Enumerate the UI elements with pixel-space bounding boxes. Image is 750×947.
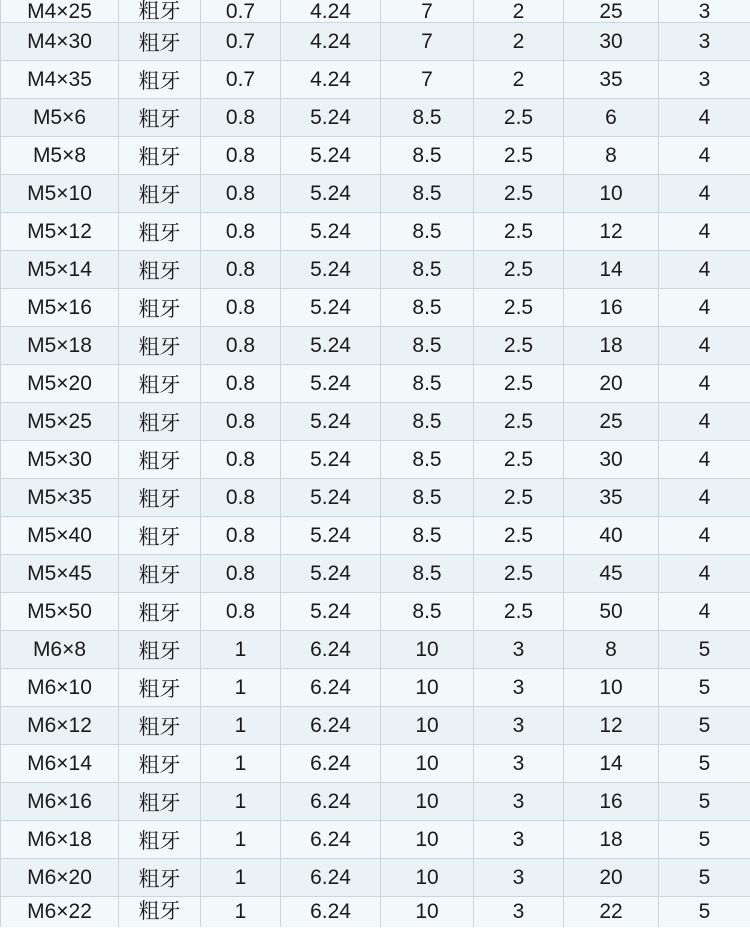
cell-pitch: 0.8 <box>201 99 281 137</box>
cell-dia: 5.24 <box>281 137 381 175</box>
table-row <box>1 859 750 897</box>
cell-dia: 5.24 <box>281 555 381 593</box>
cell-thread: 粗牙 <box>119 403 201 441</box>
table-row <box>1 631 750 669</box>
cell-size: M5×45 <box>1 555 119 593</box>
cell-length: 14 <box>564 251 659 289</box>
cell-pitch: 0.8 <box>201 441 281 479</box>
cell-head: 10 <box>381 897 474 928</box>
cell-size: M5×10 <box>1 175 119 213</box>
table-row <box>1 669 750 707</box>
cell-pitch: 0.8 <box>201 403 281 441</box>
cell-height: 3 <box>474 669 564 707</box>
cell-height: 2.5 <box>474 327 564 365</box>
cell-head: 8.5 <box>381 555 474 593</box>
cell-length: 30 <box>564 441 659 479</box>
cell-dia: 5.24 <box>281 403 381 441</box>
cell-length: 8 <box>564 137 659 175</box>
cell-dia: 5.24 <box>281 289 381 327</box>
cell-thread: 粗牙 <box>119 289 201 327</box>
cell-key: 4 <box>659 555 750 593</box>
cell-pitch: 0.8 <box>201 137 281 175</box>
table-row <box>1 517 750 555</box>
cell-pitch: 1 <box>201 631 281 669</box>
table-row <box>1 327 750 365</box>
cell-pitch: 0.8 <box>201 517 281 555</box>
cell-dia: 4.24 <box>281 0 381 23</box>
table-row <box>1 251 750 289</box>
cell-size: M5×40 <box>1 517 119 555</box>
cell-thread: 粗牙 <box>119 99 201 137</box>
cell-thread: 粗牙 <box>119 479 201 517</box>
cell-head: 8.5 <box>381 517 474 555</box>
cell-dia: 5.24 <box>281 213 381 251</box>
table-row <box>1 0 750 23</box>
table-body <box>1 0 750 927</box>
cell-size: M6×12 <box>1 707 119 745</box>
cell-thread: 粗牙 <box>119 365 201 403</box>
cell-pitch: 0.8 <box>201 175 281 213</box>
cell-thread: 粗牙 <box>119 555 201 593</box>
cell-key: 4 <box>659 517 750 555</box>
cell-length: 12 <box>564 707 659 745</box>
table-row <box>1 707 750 745</box>
cell-height: 3 <box>474 745 564 783</box>
table-row <box>1 745 750 783</box>
cell-length: 16 <box>564 783 659 821</box>
cell-key: 4 <box>659 251 750 289</box>
cell-length: 40 <box>564 517 659 555</box>
cell-size: M5×30 <box>1 441 119 479</box>
cell-pitch: 1 <box>201 859 281 897</box>
cell-thread: 粗牙 <box>119 745 201 783</box>
cell-pitch: 0.8 <box>201 479 281 517</box>
cell-length: 8 <box>564 631 659 669</box>
cell-size: M5×14 <box>1 251 119 289</box>
cell-dia: 6.24 <box>281 783 381 821</box>
table-row <box>1 99 750 137</box>
cell-height: 3 <box>474 707 564 745</box>
cell-size: M4×30 <box>1 23 119 61</box>
cell-head: 10 <box>381 745 474 783</box>
cell-height: 2.5 <box>474 365 564 403</box>
cell-pitch: 0.7 <box>201 61 281 99</box>
cell-dia: 6.24 <box>281 707 381 745</box>
cell-height: 2.5 <box>474 479 564 517</box>
cell-pitch: 0.7 <box>201 23 281 61</box>
cell-size: M6×20 <box>1 859 119 897</box>
cell-height: 2 <box>474 61 564 99</box>
cell-dia: 5.24 <box>281 251 381 289</box>
cell-thread: 粗牙 <box>119 669 201 707</box>
cell-thread: 粗牙 <box>119 593 201 631</box>
cell-height: 2.5 <box>474 517 564 555</box>
cell-size: M5×50 <box>1 593 119 631</box>
cell-head: 7 <box>381 61 474 99</box>
cell-head: 8.5 <box>381 327 474 365</box>
cell-size: M4×25 <box>1 0 119 23</box>
cell-thread: 粗牙 <box>119 23 201 61</box>
cell-head: 10 <box>381 707 474 745</box>
cell-dia: 6.24 <box>281 821 381 859</box>
cell-head: 8.5 <box>381 441 474 479</box>
cell-length: 6 <box>564 99 659 137</box>
cell-pitch: 0.8 <box>201 213 281 251</box>
cell-key: 4 <box>659 479 750 517</box>
cell-length: 35 <box>564 479 659 517</box>
cell-length: 18 <box>564 821 659 859</box>
cell-size: M6×22 <box>1 897 119 928</box>
cell-length: 18 <box>564 327 659 365</box>
cell-key: 4 <box>659 593 750 631</box>
cell-key: 3 <box>659 23 750 61</box>
cell-length: 10 <box>564 175 659 213</box>
table-row <box>1 783 750 821</box>
cell-key: 3 <box>659 61 750 99</box>
cell-dia: 5.24 <box>281 365 381 403</box>
cell-pitch: 1 <box>201 707 281 745</box>
cell-thread: 粗牙 <box>119 251 201 289</box>
cell-pitch: 0.8 <box>201 289 281 327</box>
cell-length: 20 <box>564 365 659 403</box>
cell-length: 35 <box>564 61 659 99</box>
table-row <box>1 555 750 593</box>
table-row <box>1 821 750 859</box>
cell-length: 16 <box>564 289 659 327</box>
cell-key: 5 <box>659 897 750 928</box>
cell-size: M5×35 <box>1 479 119 517</box>
cell-dia: 6.24 <box>281 631 381 669</box>
cell-length: 25 <box>564 403 659 441</box>
cell-height: 2.5 <box>474 289 564 327</box>
cell-key: 5 <box>659 859 750 897</box>
cell-key: 4 <box>659 403 750 441</box>
cell-thread: 粗牙 <box>119 707 201 745</box>
cell-height: 2 <box>474 23 564 61</box>
cell-height: 2.5 <box>474 593 564 631</box>
cell-key: 4 <box>659 137 750 175</box>
cell-thread: 粗牙 <box>119 441 201 479</box>
table-row <box>1 897 750 928</box>
cell-head: 7 <box>381 0 474 23</box>
cell-key: 3 <box>659 0 750 23</box>
cell-key: 5 <box>659 783 750 821</box>
table-row <box>1 23 750 61</box>
cell-thread: 粗牙 <box>119 517 201 555</box>
cell-height: 2.5 <box>474 251 564 289</box>
cell-head: 10 <box>381 859 474 897</box>
cell-head: 8.5 <box>381 99 474 137</box>
cell-length: 45 <box>564 555 659 593</box>
cell-length: 14 <box>564 745 659 783</box>
table-row <box>1 61 750 99</box>
cell-length: 20 <box>564 859 659 897</box>
cell-height: 2 <box>474 0 564 23</box>
cell-dia: 6.24 <box>281 745 381 783</box>
cell-height: 3 <box>474 897 564 928</box>
cell-key: 4 <box>659 99 750 137</box>
cell-size: M5×6 <box>1 99 119 137</box>
table-row <box>1 289 750 327</box>
cell-height: 2.5 <box>474 403 564 441</box>
cell-key: 5 <box>659 745 750 783</box>
cell-thread: 粗牙 <box>119 213 201 251</box>
cell-size: M5×25 <box>1 403 119 441</box>
cell-dia: 4.24 <box>281 61 381 99</box>
cell-height: 2.5 <box>474 555 564 593</box>
cell-pitch: 0.8 <box>201 327 281 365</box>
cell-head: 8.5 <box>381 479 474 517</box>
cell-pitch: 1 <box>201 783 281 821</box>
cell-thread: 粗牙 <box>119 783 201 821</box>
cell-size: M6×10 <box>1 669 119 707</box>
cell-height: 2.5 <box>474 441 564 479</box>
cell-length: 22 <box>564 897 659 928</box>
cell-key: 4 <box>659 327 750 365</box>
cell-thread: 粗牙 <box>119 175 201 213</box>
cell-head: 8.5 <box>381 175 474 213</box>
cell-key: 4 <box>659 441 750 479</box>
cell-head: 10 <box>381 631 474 669</box>
cell-pitch: 0.8 <box>201 593 281 631</box>
cell-head: 8.5 <box>381 403 474 441</box>
cell-height: 3 <box>474 859 564 897</box>
cell-size: M6×16 <box>1 783 119 821</box>
cell-key: 5 <box>659 631 750 669</box>
cell-length: 12 <box>564 213 659 251</box>
table-row <box>1 441 750 479</box>
table-row <box>1 479 750 517</box>
table-row <box>1 593 750 631</box>
cell-dia: 5.24 <box>281 175 381 213</box>
cell-key: 4 <box>659 175 750 213</box>
cell-head: 8.5 <box>381 289 474 327</box>
cell-pitch: 0.8 <box>201 365 281 403</box>
cell-length: 50 <box>564 593 659 631</box>
cell-pitch: 1 <box>201 669 281 707</box>
cell-key: 5 <box>659 669 750 707</box>
cell-dia: 5.24 <box>281 517 381 555</box>
table-row <box>1 403 750 441</box>
cell-head: 8.5 <box>381 365 474 403</box>
cell-height: 3 <box>474 783 564 821</box>
cell-size: M6×18 <box>1 821 119 859</box>
cell-thread: 粗牙 <box>119 327 201 365</box>
cell-size: M4×35 <box>1 61 119 99</box>
cell-dia: 5.24 <box>281 441 381 479</box>
cell-thread: 粗牙 <box>119 897 201 928</box>
cell-head: 10 <box>381 783 474 821</box>
cell-pitch: 1 <box>201 745 281 783</box>
cell-pitch: 1 <box>201 897 281 928</box>
cell-size: M6×8 <box>1 631 119 669</box>
cell-thread: 粗牙 <box>119 821 201 859</box>
cell-head: 8.5 <box>381 251 474 289</box>
cell-key: 5 <box>659 821 750 859</box>
cell-size: M5×20 <box>1 365 119 403</box>
cell-pitch: 0.7 <box>201 0 281 23</box>
cell-key: 5 <box>659 707 750 745</box>
cell-key: 4 <box>659 289 750 327</box>
cell-length: 10 <box>564 669 659 707</box>
cell-pitch: 0.8 <box>201 251 281 289</box>
cell-dia: 5.24 <box>281 593 381 631</box>
cell-key: 4 <box>659 365 750 403</box>
cell-head: 8.5 <box>381 213 474 251</box>
cell-dia: 5.24 <box>281 99 381 137</box>
cell-thread: 粗牙 <box>119 137 201 175</box>
cell-head: 7 <box>381 23 474 61</box>
table-row <box>1 213 750 251</box>
cell-dia: 6.24 <box>281 669 381 707</box>
cell-size: M6×14 <box>1 745 119 783</box>
cell-pitch: 1 <box>201 821 281 859</box>
cell-pitch: 0.8 <box>201 555 281 593</box>
cell-head: 10 <box>381 669 474 707</box>
cell-dia: 4.24 <box>281 23 381 61</box>
cell-height: 2.5 <box>474 175 564 213</box>
cell-key: 4 <box>659 213 750 251</box>
table-row <box>1 175 750 213</box>
cell-length: 30 <box>564 23 659 61</box>
cell-dia: 6.24 <box>281 859 381 897</box>
cell-dia: 5.24 <box>281 479 381 517</box>
cell-dia: 5.24 <box>281 327 381 365</box>
cell-dia: 6.24 <box>281 897 381 928</box>
cell-height: 3 <box>474 821 564 859</box>
cell-height: 2.5 <box>474 99 564 137</box>
cell-thread: 粗牙 <box>119 859 201 897</box>
cell-head: 8.5 <box>381 593 474 631</box>
cell-size: M5×12 <box>1 213 119 251</box>
cell-thread: 粗牙 <box>119 631 201 669</box>
cell-size: M5×18 <box>1 327 119 365</box>
table-row <box>1 365 750 403</box>
cell-head: 8.5 <box>381 137 474 175</box>
cell-size: M5×8 <box>1 137 119 175</box>
table-row <box>1 137 750 175</box>
cell-head: 10 <box>381 821 474 859</box>
cell-size: M5×16 <box>1 289 119 327</box>
cell-height: 3 <box>474 631 564 669</box>
cell-height: 2.5 <box>474 137 564 175</box>
cell-thread: 粗牙 <box>119 0 201 23</box>
cell-height: 2.5 <box>474 213 564 251</box>
cell-length: 25 <box>564 0 659 23</box>
cell-thread: 粗牙 <box>119 61 201 99</box>
